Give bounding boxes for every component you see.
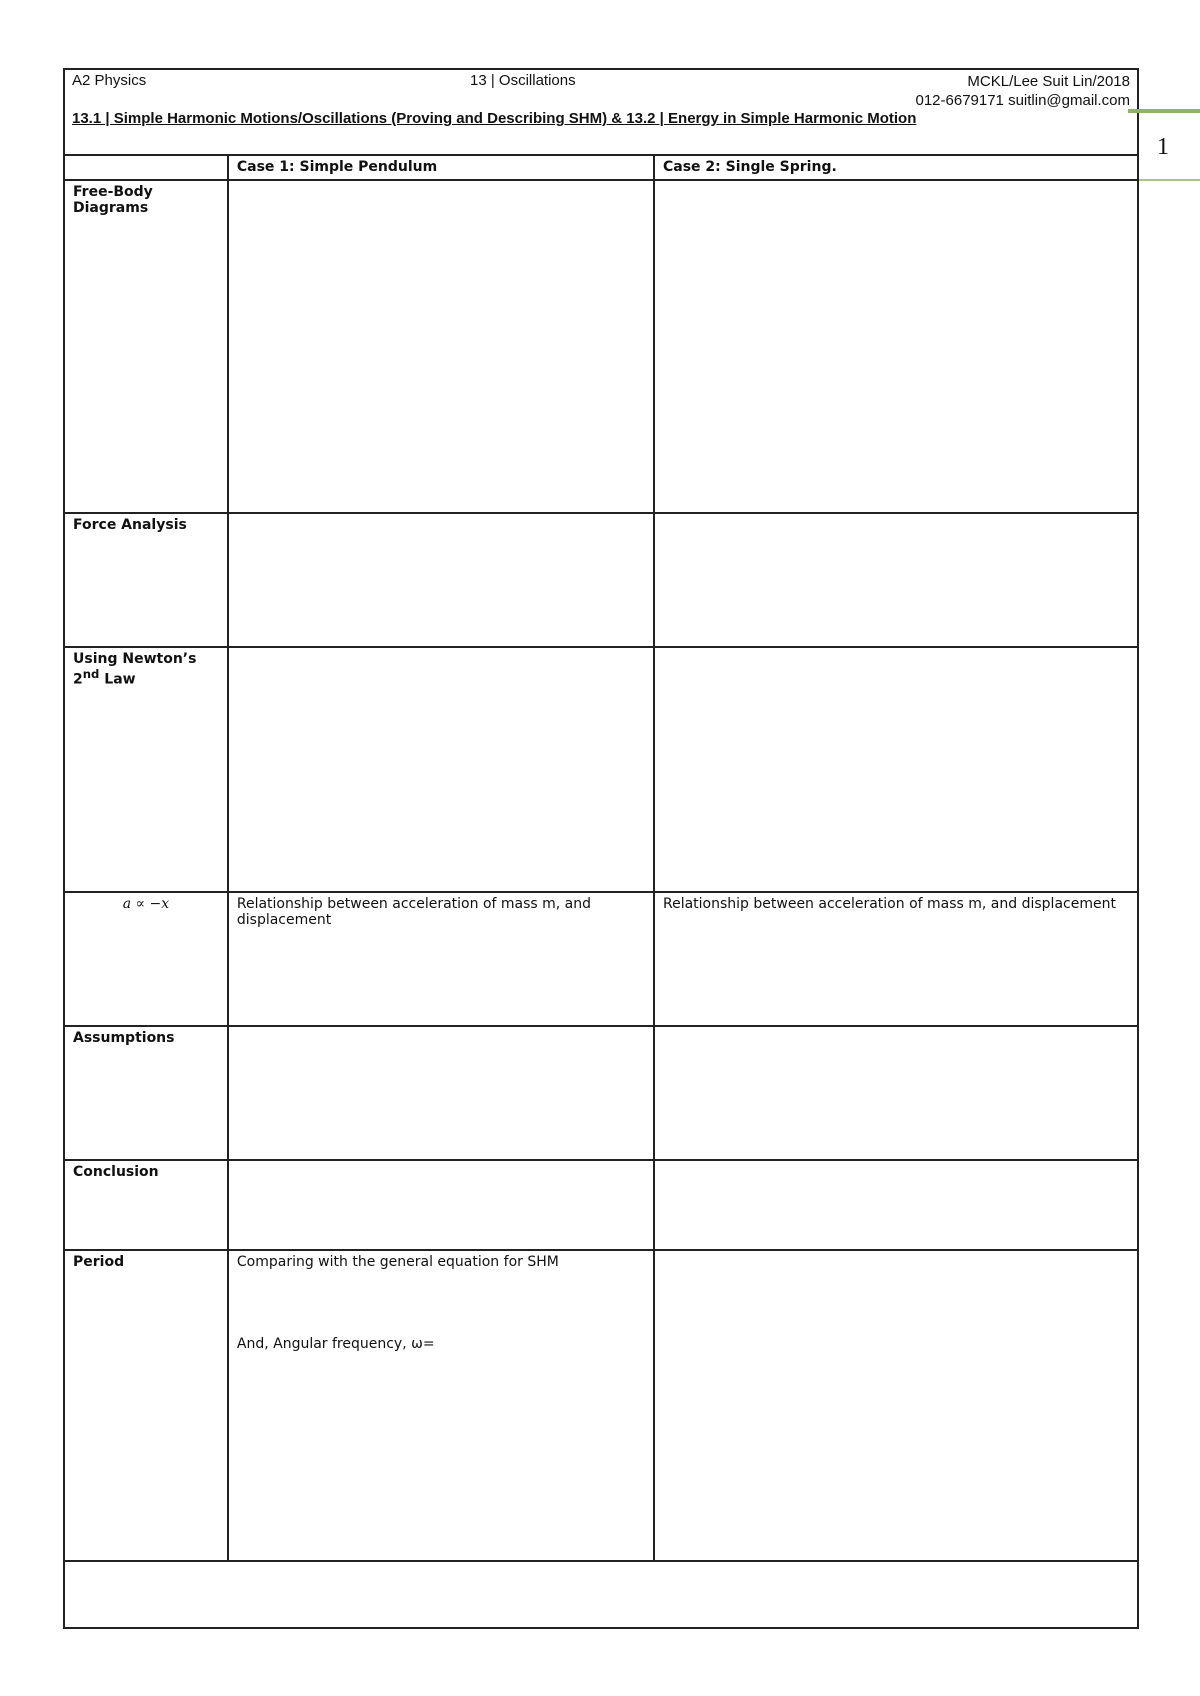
period-case1-cell[interactable] (228, 1250, 654, 1561)
force-analysis-case2-cell[interactable] (654, 513, 1138, 647)
page-header (72, 70, 1130, 109)
worksheet-title: 13.1 | Simple Harmonic Motions/Oscillations (Proving and Describing SHM) & 13.2 | Energy in Simple Harmonic Motion (72, 110, 917, 127)
row-label-conclusion: Conclusion (64, 1160, 228, 1250)
author-label: MCKL/Lee Suit Lin/2018 (967, 73, 1130, 90)
table-header-row (64, 155, 1138, 180)
newton-label-post: Law (99, 671, 136, 688)
period-angular-frequency-text: And, Angular frequency, ω= (236, 1336, 435, 1352)
newton-case1-cell[interactable] (228, 647, 654, 892)
newton-label-sup: nd (82, 667, 100, 681)
free-body-case2-cell[interactable] (654, 180, 1138, 513)
row-assumptions (64, 1026, 1138, 1160)
period-gap (237, 1270, 645, 1336)
row-label-proportional (64, 892, 228, 1026)
corner-cell (64, 155, 228, 180)
force-analysis-case1-cell[interactable] (228, 513, 654, 647)
assumptions-case2-cell[interactable] (654, 1026, 1138, 1160)
row-force-analysis (64, 513, 1138, 647)
free-body-case1-cell[interactable] (228, 180, 654, 513)
row-label-force-analysis: Force Analysis (64, 513, 228, 647)
period-case2-cell[interactable] (654, 1250, 1138, 1561)
row-label-newton (64, 647, 228, 892)
newton-label-pre: Using Newton’s 2 (73, 651, 197, 688)
chapter-label: 13 | Oscillations (470, 72, 576, 89)
col2-header: Case 2: Single Spring. (654, 155, 1138, 180)
proportional-case2-cell[interactable]: Relationship between acceleration of mass m, and displacement (654, 892, 1138, 1026)
author-block (915, 72, 1130, 110)
row-newton (64, 647, 1138, 892)
row-proportional (64, 892, 1138, 1026)
row-label-period: Period (64, 1250, 228, 1561)
conclusion-case1-cell[interactable] (228, 1160, 654, 1250)
proportional-formula: a ∝ −x (122, 896, 170, 912)
col1-header: Case 1: Simple Pendulum (228, 155, 654, 180)
page-number-accent-top (1128, 109, 1200, 113)
row-free-body (64, 180, 1138, 513)
assumptions-case1-cell[interactable] (228, 1026, 654, 1160)
row-period (64, 1250, 1138, 1561)
page-number: 1 (1157, 134, 1169, 160)
row-label-free-body: Free-Body Diagrams (64, 180, 228, 513)
course-label: A2 Physics (72, 72, 147, 89)
contact-label: 012-6679171 suitlin@gmail.com (915, 92, 1130, 109)
row-label-assumptions: Assumptions (64, 1026, 228, 1160)
newton-case2-cell[interactable] (654, 647, 1138, 892)
period-comparison-text: Comparing with the general equation for SHM (236, 1254, 559, 1270)
conclusion-case2-cell[interactable] (654, 1160, 1138, 1250)
proportional-case1-cell[interactable]: Relationship between acceleration of mass m, and displacement (228, 892, 654, 1026)
worksheet-table (63, 154, 1139, 1562)
row-conclusion (64, 1160, 1138, 1250)
